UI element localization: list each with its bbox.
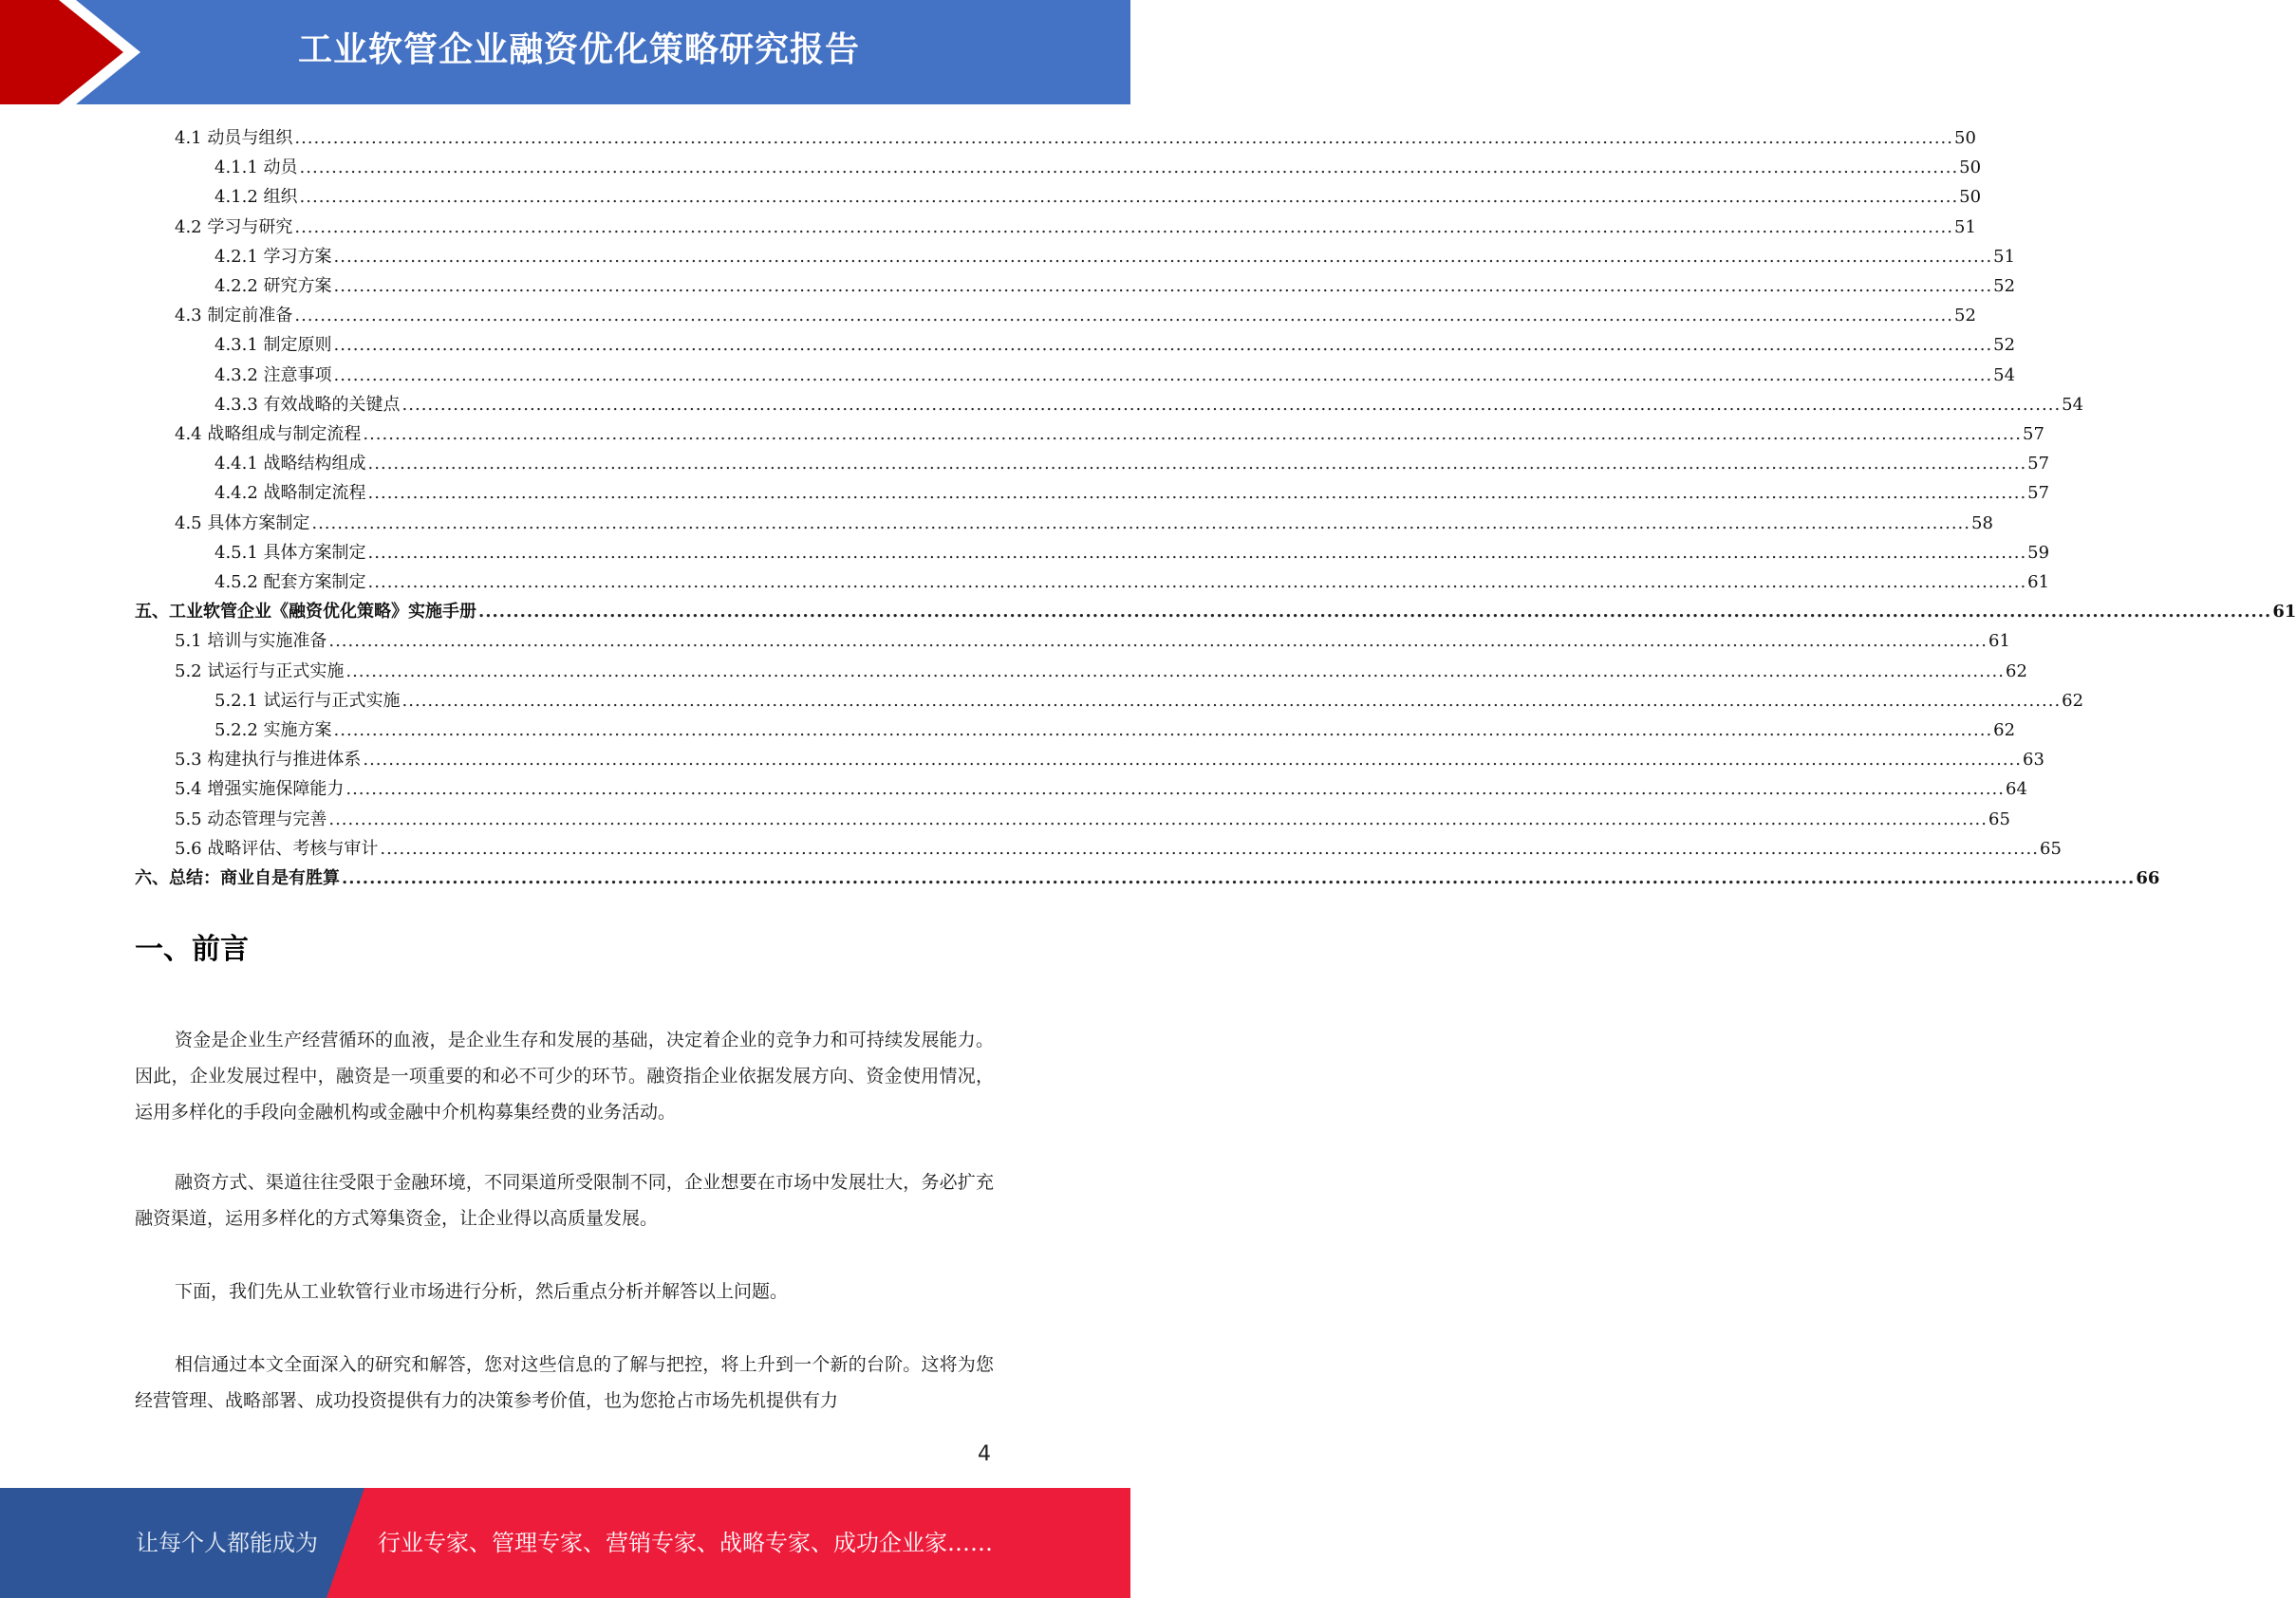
toc-dot-leader: .................................................................................................................................................................................................................................................................... [299,158,1959,178]
page-number: 4 [978,1442,991,1466]
toc-entry-page: 54 [2062,394,2084,415]
toc-entry-label: 4.4 战略组成与制定流程 [175,424,362,444]
paragraph-2: 融资方式、渠道往往受限于金融环境，不同渠道所受限制不同，企业想要在市场中发展壮大，务必扩充融资渠道，运用多样化的方式筹集资金，让企业得以高质量发展。 [135,1172,994,1229]
toc-dot-leader: .................................................................................................................................................................................................................................................................... [333,720,1993,740]
toc-entry-page: 62 [2006,660,2027,681]
toc-entry-page: 64 [2006,779,2027,800]
toc-entry[interactable] [135,861,2160,890]
toc-dot-leader: .................................................................................................................................................................................................................................................................... [342,868,2136,888]
toc-entry[interactable] [215,713,2016,742]
toc-entry-page: 50 [1959,158,1982,178]
toc-dot-leader: .................................................................................................................................................................................................................................................................... [328,631,1988,652]
toc-entry-label: 4.4.2 战略制定流程 [215,483,366,504]
header-arrow-red [0,0,123,104]
toc-entry-page: 61 [2027,572,2050,592]
toc-entry-label: 4.2.2 研究方案 [215,276,332,296]
toc-entry-page: 58 [1971,512,1993,533]
toc-entry-label: 4.3.2 注意事项 [215,364,332,385]
toc-dot-leader: .................................................................................................................................................................................................................................................................... [328,808,1988,829]
toc-dot-leader: .................................................................................................................................................................................................................................................................... [367,454,2027,474]
toc-entry-label: 4.5 具体方案制定 [175,512,310,533]
paragraph-4: 相信通过本文全面深入的研究和解答，您对这些信息的了解与把控，将上升到一个新的台阶。这将为您经营管理、战略部署、成功投资提供有力的决策参考价值，也为您抢占市场先机提供有力 [135,1354,994,1411]
toc-entry-page: 54 [1993,364,2016,385]
footer-slogan-right: 行业专家、管理专家、营销专家、战略专家、成功企业家…… [378,1530,993,1556]
toc-entry-label: 4.4.1 战略结构组成 [215,454,366,474]
toc-entry-label: 4.3.3 有效战略的关键点 [215,394,401,415]
toc-entry[interactable] [215,327,2016,357]
toc-dot-leader: .................................................................................................................................................................................................................................................................... [333,246,1993,267]
report-title: 工业软管企业融资优化策略研究报告 [297,30,860,69]
toc-entry-page: 61 [2272,602,2296,622]
toc-entry[interactable] [215,269,2016,298]
toc-entry-label: 4.5.1 具体方案制定 [215,542,366,563]
toc-entry[interactable] [175,742,2044,771]
toc-entry-page: 57 [2027,483,2050,504]
toc-entry[interactable] [175,654,2027,683]
toc-entry-page: 65 [2040,838,2062,859]
toc-entry-page: 57 [2023,424,2044,444]
footer-slogan-left: 让每个人都能成为 [136,1530,318,1556]
toc-entry-page: 59 [2027,542,2050,563]
toc-entry-label: 五、工业软管企业《融资优化策略》实施手册 [135,602,476,622]
toc-dot-leader: .................................................................................................................................................................................................................................................................... [401,690,2062,711]
toc-entry[interactable] [215,475,2050,505]
toc-dot-leader: .................................................................................................................................................................................................................................................................... [401,394,2062,415]
toc-entry-page: 62 [2062,690,2084,711]
paragraph-3: 下面，我们先从工业软管行业市场进行分析，然后重点分析并解答以上问题。 [175,1281,789,1302]
toc-entry-page: 51 [1954,216,1976,237]
toc-entry-page: 63 [2023,750,2044,771]
toc-entry-page: 51 [1993,246,2016,267]
toc-entry-page: 50 [1954,128,1976,148]
toc-entry[interactable] [215,446,2050,475]
toc-entry[interactable] [215,358,2016,387]
toc-entry[interactable] [175,417,2044,446]
toc-entry-label: 4.3.1 制定原则 [215,335,332,356]
toc-dot-leader: .................................................................................................................................................................................................................................................................... [333,364,1993,385]
toc-entry-label: 5.2.2 实施方案 [215,720,332,740]
toc-dot-leader: .................................................................................................................................................................................................................................................................... [345,660,2005,681]
toc-entry-label: 5.1 培训与实施准备 [175,631,327,652]
toc-dot-leader: .................................................................................................................................................................................................................................................................... [367,483,2027,504]
toc-entry-page: 52 [1954,306,1976,326]
toc-entry[interactable] [175,831,2062,861]
toc-dot-leader: .................................................................................................................................................................................................................................................................... [345,779,2005,800]
toc-entry-label: 5.4 增强实施保障能力 [175,779,345,800]
section-heading: 一、前言 [135,933,249,966]
toc-entry-label: 5.2 试运行与正式实施 [175,660,345,681]
toc-dot-leader: .................................................................................................................................................................................................................................................................... [367,572,2027,592]
toc-entry-page: 57 [2027,454,2050,474]
toc-entry-page: 65 [1988,808,2010,829]
toc-entry[interactable] [175,298,1976,327]
toc-entry-label: 4.5.2 配套方案制定 [215,572,366,592]
page-header [0,0,1130,104]
toc-entry-label: 4.3 制定前准备 [175,306,293,326]
toc-entry[interactable] [215,683,2084,713]
paragraph-1: 资金是企业生产经营循环的血液，是企业生存和发展的基础，决定着企业的竞争力和可持续发展能力。因此，企业发展过程中，融资是一项重要的和必不可少的环节。融资指企业依据发展方向、资金使用情况，运用多样化的手段向金融机构或金融中介机构募集经费的业务活动。 [135,1030,994,1123]
toc-entry[interactable] [175,121,1976,150]
toc-entry-label: 4.2 学习与研究 [175,216,293,237]
toc-entry-label: 4.1.1 动员 [215,158,298,178]
toc-dot-leader: .................................................................................................................................................................................................................................................................... [363,424,2022,444]
toc-dot-leader: .................................................................................................................................................................................................................................................................... [333,335,1993,356]
toc-entry[interactable] [215,179,1982,209]
toc-entry[interactable] [215,150,1982,179]
toc-entry-page: 52 [1993,276,2016,296]
toc-entry[interactable] [135,594,2296,623]
toc-entry-label: 六、总结：商业自是有胜算 [135,868,340,888]
toc-entry-page: 52 [1993,335,2016,356]
toc-dot-leader: .................................................................................................................................................................................................................................................................... [294,216,1953,237]
toc-dot-leader: .................................................................................................................................................................................................................................................................... [478,602,2272,622]
toc-entry-label: 5.6 战略评估、考核与审计 [175,838,379,859]
toc-entry-label: 5.3 构建执行与推进体系 [175,750,362,771]
toc-entry[interactable] [215,565,2050,594]
page-footer [0,1488,1130,1598]
toc-entry[interactable] [175,506,1993,535]
toc-entry-label: 5.5 动态管理与完善 [175,808,327,829]
toc-entry-page: 61 [1988,631,2010,652]
toc-dot-leader: .................................................................................................................................................................................................................................................................... [294,306,1953,326]
toc-entry-label: 4.1 动员与组织 [175,128,293,148]
toc-dot-leader: .................................................................................................................................................................................................................................................................... [294,128,1953,148]
toc-entry-page: 62 [1993,720,2016,740]
toc-entry-label: 4.2.1 学习方案 [215,246,332,267]
toc-entry-page: 50 [1959,187,1982,208]
toc-dot-leader: .................................................................................................................................................................................................................................................................... [333,276,1993,296]
toc-entry[interactable] [215,535,2050,565]
toc-dot-leader: .................................................................................................................................................................................................................................................................... [363,750,2022,771]
toc-dot-leader: .................................................................................................................................................................................................................................................................... [299,187,1959,208]
toc-entry[interactable] [175,623,2010,653]
toc-entry-page: 66 [2136,868,2160,888]
toc-entry[interactable] [175,802,2010,831]
toc-dot-leader: .................................................................................................................................................................................................................................................................... [367,542,2027,563]
toc-entry-label: 4.1.2 组织 [215,187,298,208]
toc-entry[interactable] [175,771,2027,801]
toc-entry-label: 5.2.1 试运行与正式实施 [215,690,401,711]
toc-dot-leader: .................................................................................................................................................................................................................................................................... [380,838,2039,859]
toc-dot-leader: .................................................................................................................................................................................................................................................................... [311,512,1970,533]
toc-entry[interactable] [175,210,1976,239]
toc-entry[interactable] [215,387,2084,417]
toc-entry[interactable] [215,239,2016,269]
